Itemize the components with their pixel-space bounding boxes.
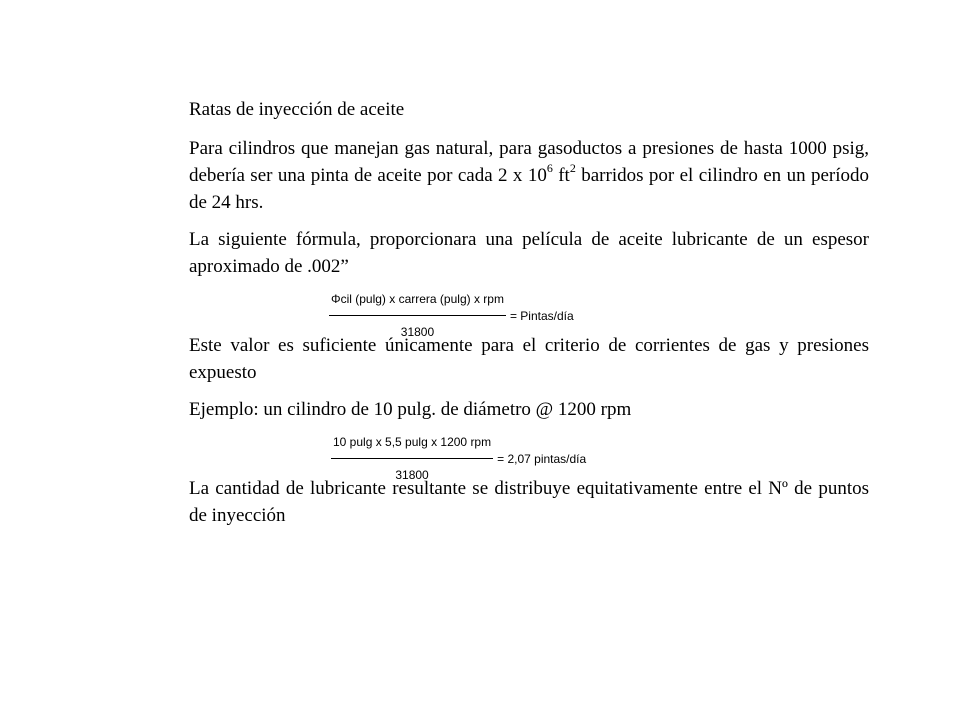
- slide-title: Ratas de inyección de aceite: [189, 99, 405, 120]
- paragraph-validity: Este valor es suficiente únicamente para el criterio de corrientes de gas y presiones expuesto: [189, 335, 869, 383]
- paragraph-oil-rate-text-b: ft: [552, 165, 570, 186]
- formula-example-numerator: 10 pulg x 5,5 pulg x 1200 rpm: [331, 429, 493, 459]
- paragraph-oil-rate-text-c: barridos por el cilindro en un período de 24 hrs.: [189, 165, 870, 213]
- slide-content: [189, 96, 869, 539]
- formula-general: [329, 286, 574, 346]
- formula-example-row: [189, 429, 869, 482]
- formula-example-result: = 2,07 pintas/día: [497, 451, 587, 466]
- paragraph-oil-rate: [189, 135, 869, 216]
- formula-general-row: [189, 286, 869, 339]
- paragraph-distribution: La cantidad de lubricante resultante se distribuye equitativamente entre el Nº de puntos de inyección: [189, 478, 869, 526]
- formula-example: [331, 429, 586, 489]
- formula-general-result: = Pintas/día: [509, 308, 574, 323]
- exponent-2: 2: [569, 160, 576, 175]
- formula-general-denominator: 31800: [400, 325, 435, 339]
- paragraph-formula-intro: La siguiente fórmula, proporcionara una película de aceite lubricante de un espesor aproximado de .002”: [189, 229, 869, 277]
- exponent-6: 6: [546, 160, 553, 175]
- formula-example-denominator: 31800: [395, 468, 429, 482]
- formula-general-fraction: [329, 286, 506, 346]
- paragraph-example: Ejemplo: un cilindro de 10 pulg. de diámetro @ 1200 rpm: [189, 399, 632, 420]
- formula-general-numerator: Φcil (pulg) x carrera (pulg) x rpm: [329, 286, 506, 316]
- formula-example-fraction: [331, 429, 493, 489]
- paragraph-oil-rate-text-a: Para cilindros que manejan gas natural, para gasoductos a presiones de hasta 1000 psig, debería ser una pinta de aceite por cada 2 x 10: [189, 138, 869, 186]
